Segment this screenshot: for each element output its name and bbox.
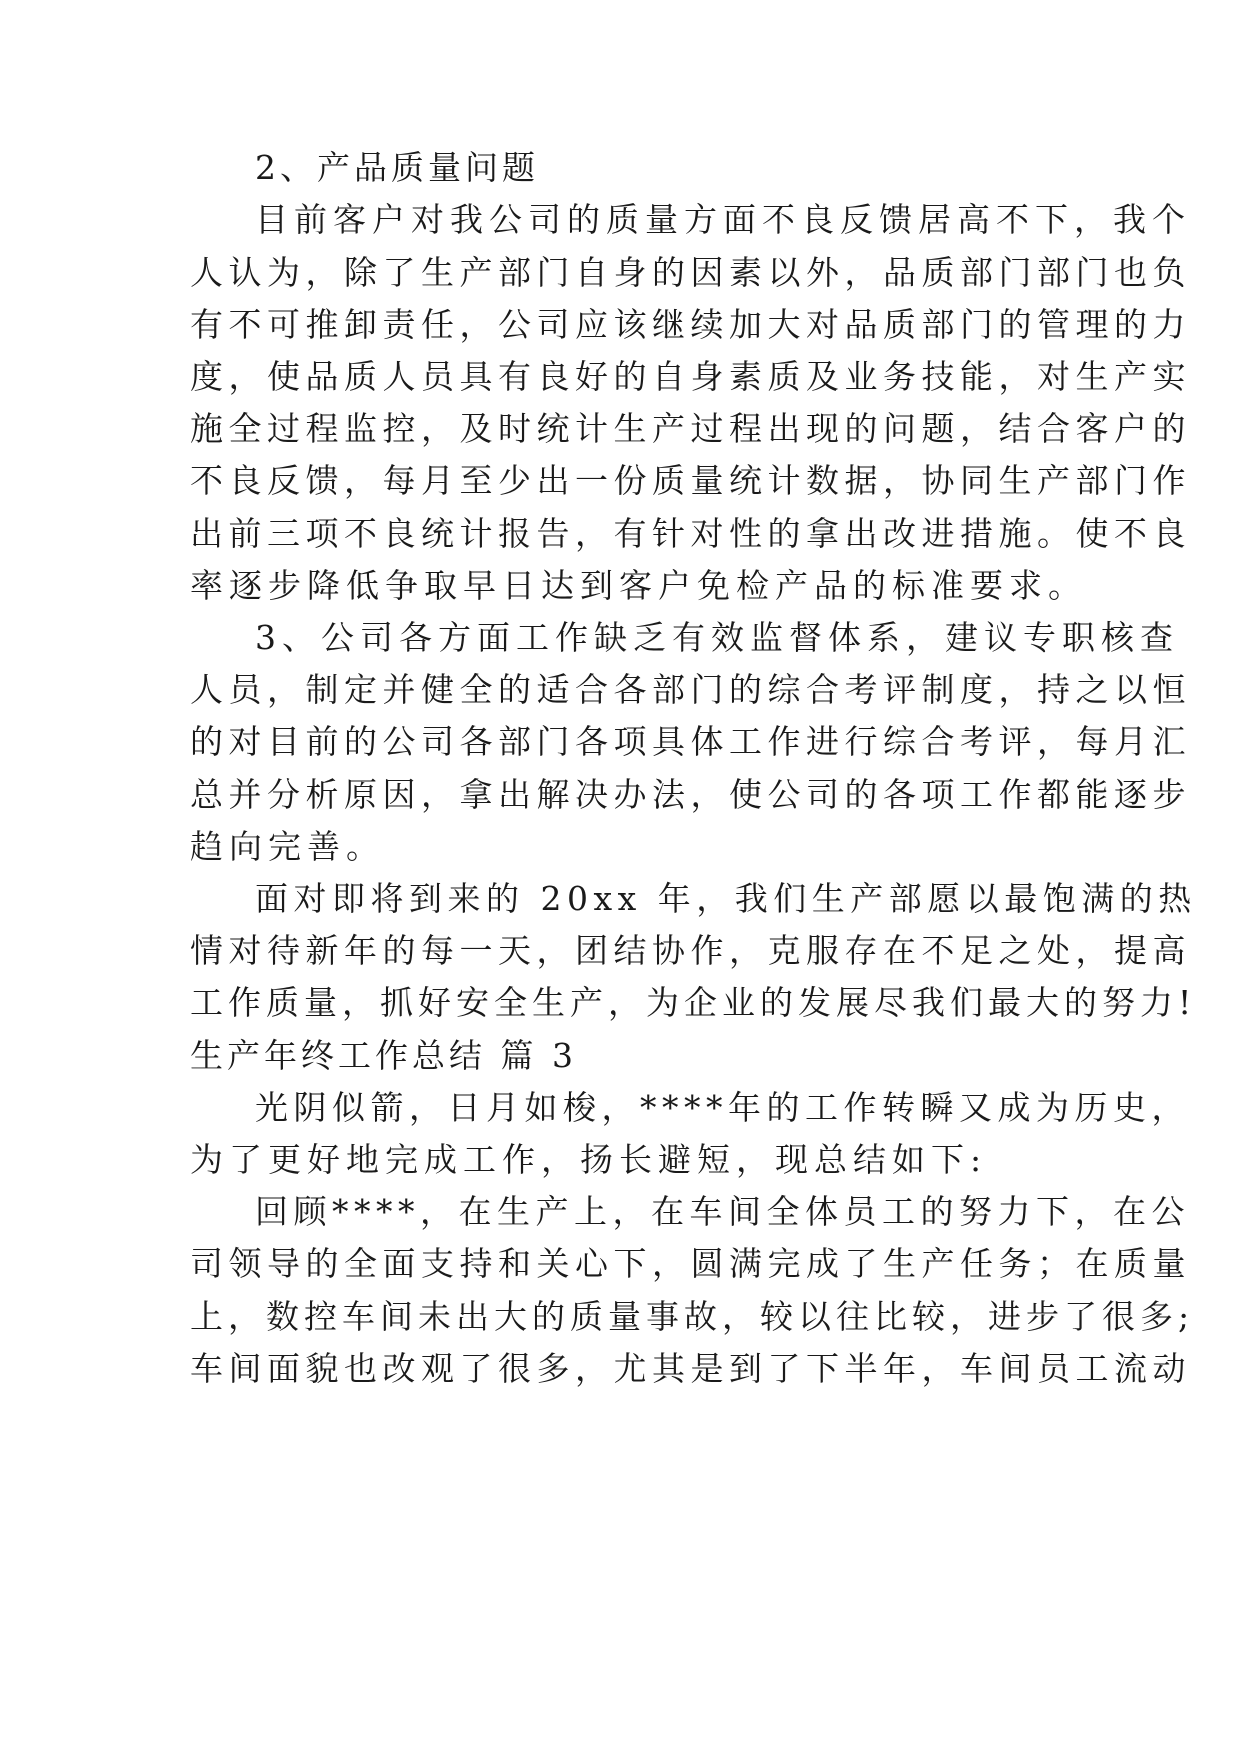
paragraph-line: 为了更好地完成工作，扬长避短，现总结如下: <box>190 1140 988 1179</box>
section-heading-product-quality: 2、产品质量问题 <box>255 148 539 187</box>
paragraph-line: 的对目前的公司各部门各项具体工作进行综合考评，每月汇 <box>190 722 1191 761</box>
paragraph-line: 有不可推卸责任，公司应该继续加大对品质部门的管理的力 <box>190 305 1191 344</box>
paragraph-line: 工作质量，抓好安全生产，为企业的发展尽我们最大的努力! <box>190 983 1197 1022</box>
section-title-part3: 生产年终工作总结 篇 3 <box>190 1036 577 1075</box>
paragraph-line: 上，数控车间未出大的质量事故，较以往比较，进步了很多; <box>190 1297 1195 1336</box>
paragraph-line: 面对即将到来的 20xx 年，我们生产部愿以最饱满的热 <box>255 879 1197 918</box>
paragraph-line: 率逐步降低争取早日达到客户免检产品的标准要求。 <box>190 566 1087 605</box>
paragraph-line: 车间面貌也改观了很多，尤其是到了下半年，车间员工流动 <box>190 1349 1191 1388</box>
paragraph-line: 人认为，除了生产部门自身的因素以外，品质部门部门也负 <box>190 253 1191 292</box>
paragraph-line: 总并分析原因，拿出解决办法，使公司的各项工作都能逐步 <box>190 775 1191 814</box>
paragraph-line: 度，使品质人员具有良好的自身素质及业务技能，对生产实 <box>190 357 1191 396</box>
paragraph-line: 出前三项不良统计报告，有针对性的拿出改进措施。使不良 <box>190 514 1191 553</box>
paragraph-line: 3、公司各方面工作缺乏有效监督体系，建议专职核查 <box>255 618 1179 657</box>
paragraph-line: 司领导的全面支持和关心下，圆满完成了生产任务；在质量 <box>190 1244 1191 1283</box>
paragraph-line: 不良反馈，每月至少出一份质量统计数据，协同生产部门作 <box>190 461 1191 500</box>
paragraph-line: 光阴似箭，日月如梭，****年的工作转瞬又成为历史， <box>255 1088 1190 1127</box>
paragraph-line: 趋向完善。 <box>190 827 385 866</box>
paragraph-line: 回顾****，在生产上，在车间全体员工的努力下，在公 <box>255 1192 1190 1231</box>
paragraph-line: 施全过程监控，及时统计生产过程出现的问题，结合客户的 <box>190 409 1191 448</box>
paragraph-line: 情对待新年的每一天，团结协作，克服存在不足之处，提高 <box>190 931 1191 970</box>
paragraph-line: 目前客户对我公司的质量方面不良反馈居高不下，我个 <box>255 200 1191 239</box>
paragraph-line: 人员，制定并健全的适合各部门的综合考评制度，持之以恒 <box>190 670 1191 709</box>
